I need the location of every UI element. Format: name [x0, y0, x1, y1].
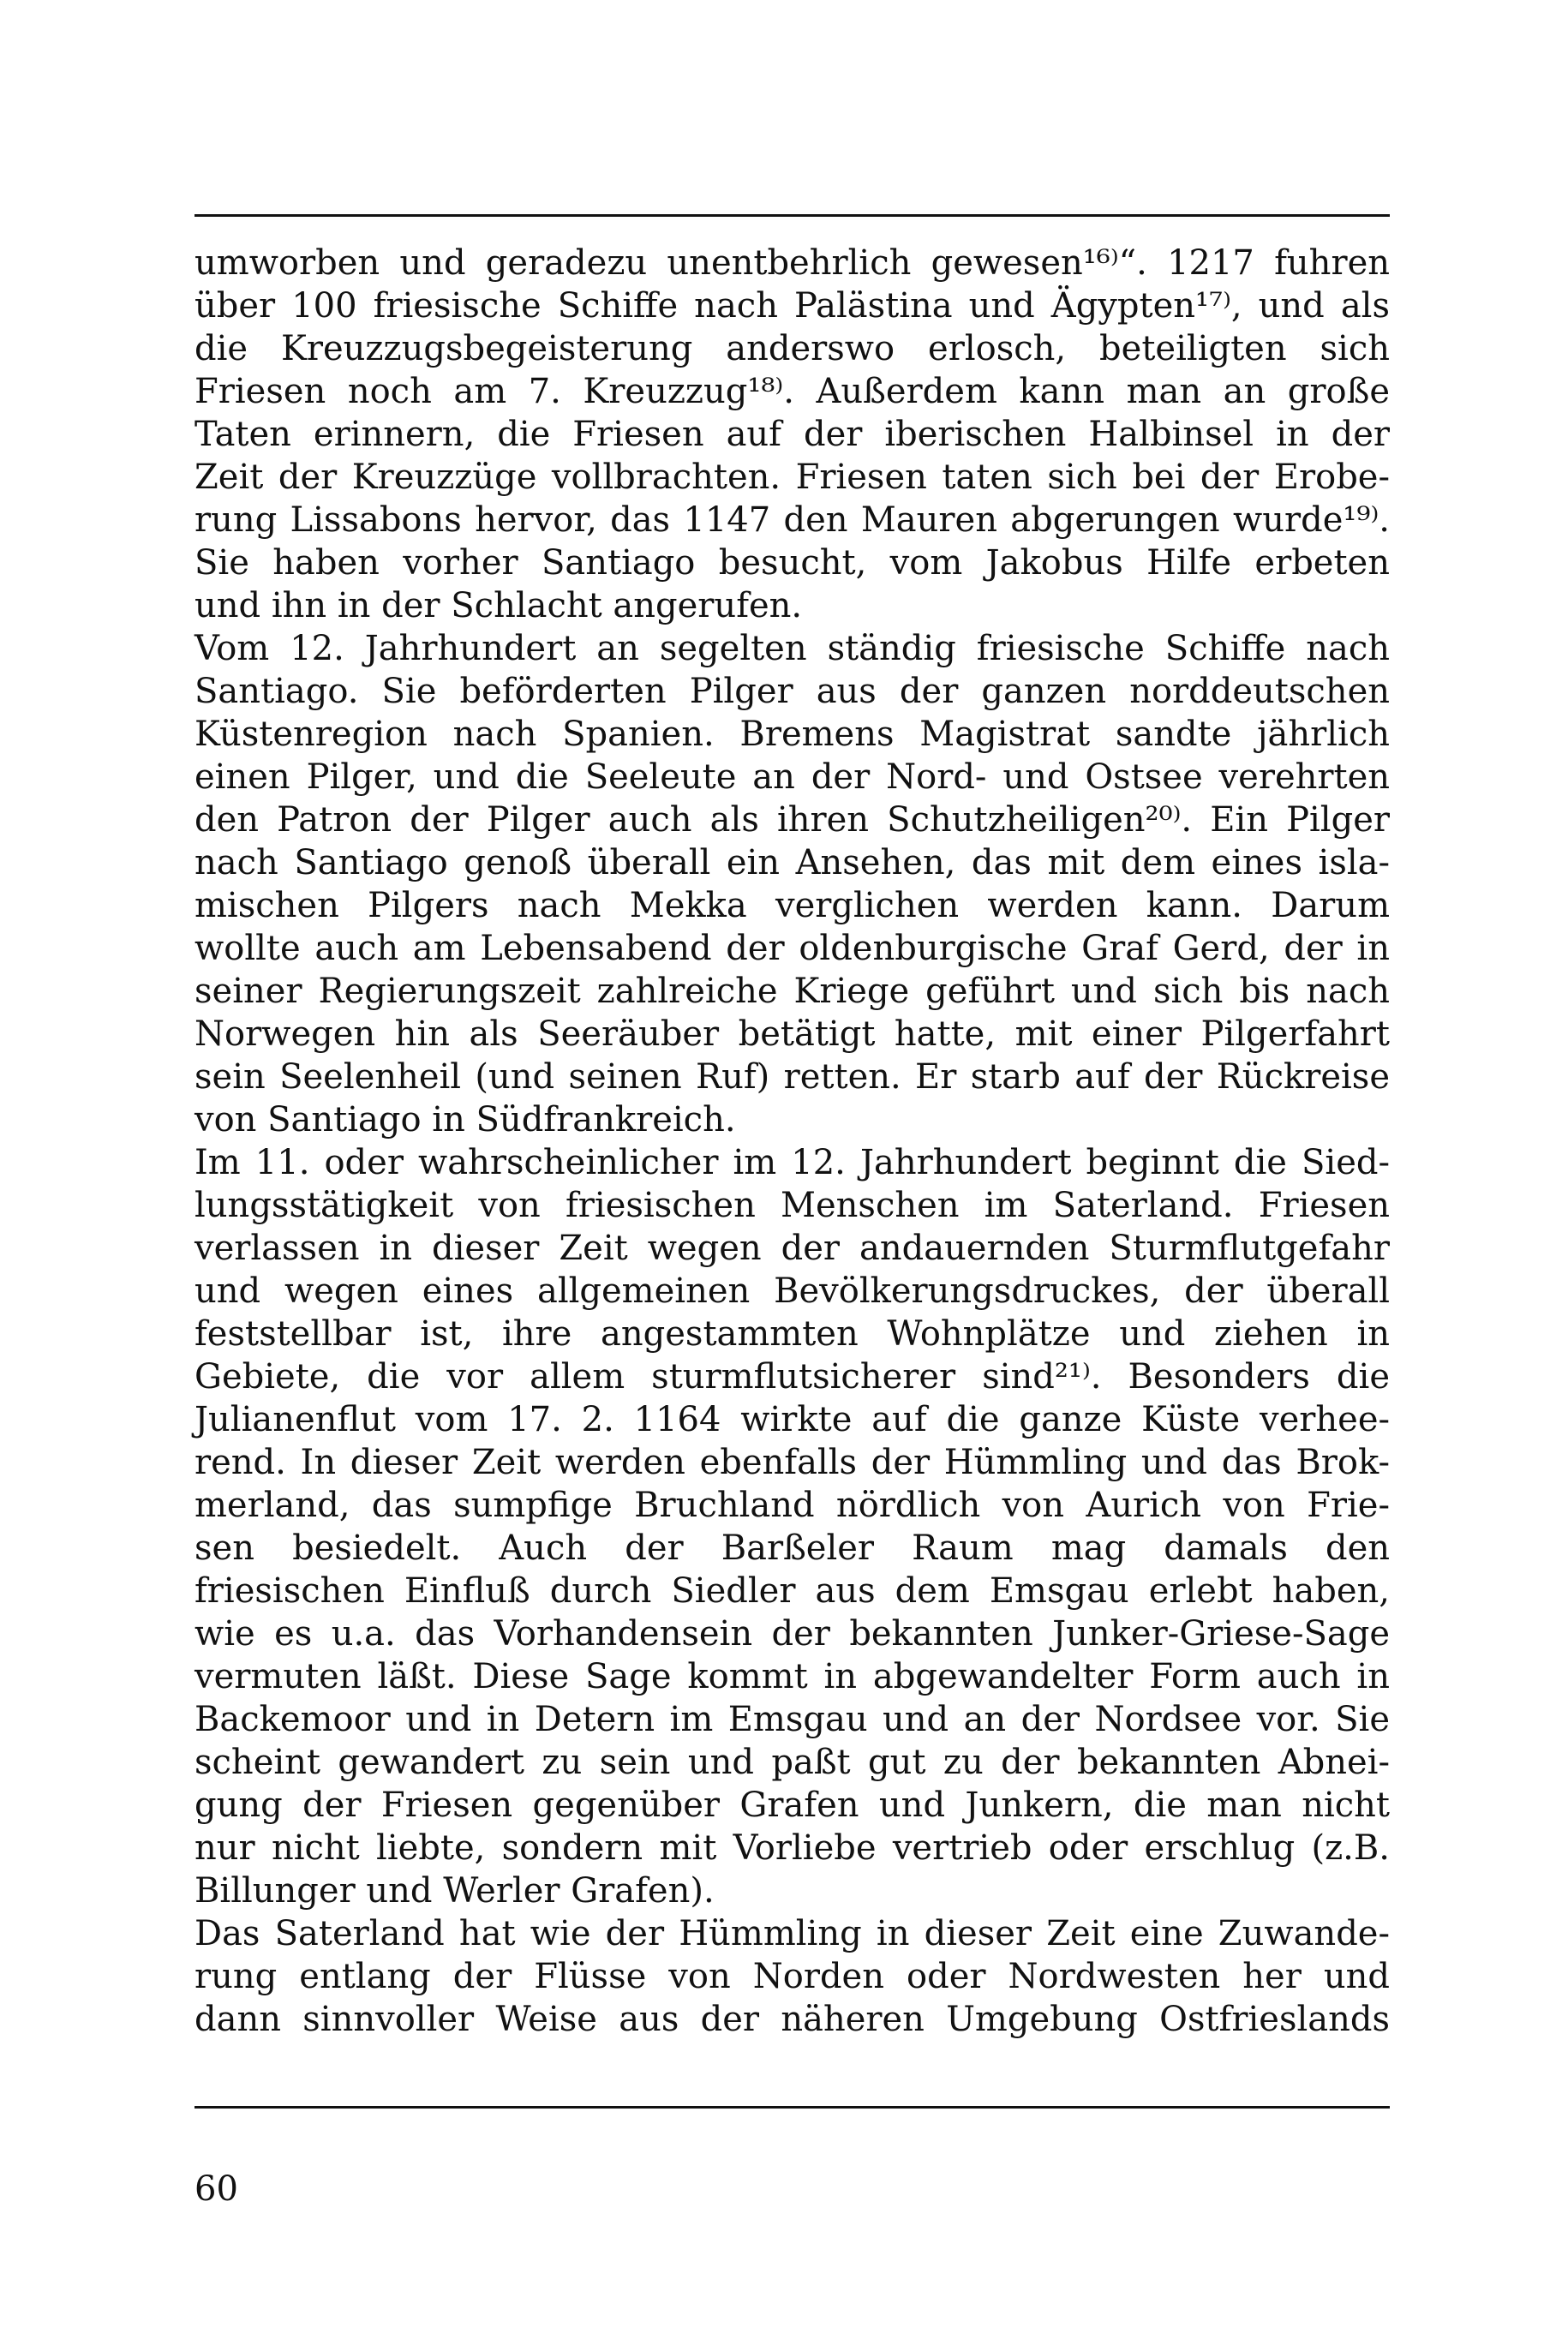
text-line: den Patron der Pilger auch als ihren Schutzheiligen²⁰⁾. Ein Pilger: [195, 800, 1390, 840]
text-line: scheint gewandert zu sein und paßt gut zu der bekannten Abnei-: [195, 1743, 1390, 1782]
top-rule: [195, 214, 1390, 217]
text-line: mischen Pilgers nach Mekka verglichen werden kann. Darum: [195, 886, 1390, 925]
text-line: Zeit der Kreuzzüge vollbrachten. Friesen taten sich bei der Erobe-: [195, 458, 1390, 497]
text-line: Julianenflut vom 17. 2. 1164 wirkte auf die ganze Küste verhee-: [195, 1400, 1390, 1439]
text-line: Küstenregion nach Spanien. Bremens Magistrat sandte jährlich: [195, 715, 1390, 754]
text-line: sein Seelenheil (und seinen Ruf) retten. Er starb auf der Rückreise: [195, 1057, 1390, 1097]
text-line: seiner Regierungszeit zahlreiche Kriege geführt und sich bis nach: [195, 972, 1390, 1011]
text-line: Im 11. oder wahrscheinlicher im 12. Jahrhundert beginnt die Sied-: [195, 1143, 1390, 1182]
text-line: Gebiete, die vor allem sturmflutsicherer sind²¹⁾. Besonders die: [195, 1357, 1390, 1397]
text-line: wie es u.a. das Vorhandensein der bekannten Junker-Griese-Sage: [195, 1614, 1390, 1654]
body-text: [195, 242, 1390, 2041]
text-line: wollte auch am Lebensabend der oldenburgische Graf Gerd, der in: [195, 929, 1390, 968]
text-line: und wegen eines allgemeinen Bevölkerungsdruckes, der überall: [195, 1271, 1390, 1311]
text-line: Norwegen hin als Seeräuber betätigt hatte, mit einer Pilgerfahrt: [195, 1014, 1390, 1054]
text-line: rung entlang der Flüsse von Norden oder Nordwesten her und: [195, 1957, 1390, 1996]
text-line: Sie haben vorher Santiago besucht, vom Jakobus Hilfe erbeten: [195, 543, 1390, 583]
text-line: Backemoor und in Detern im Emsgau und an der Nordsee vor. Sie: [195, 1700, 1390, 1739]
text-line: verlassen in dieser Zeit wegen der andauernden Sturmflutgefahr: [195, 1229, 1390, 1268]
text-line: Billunger und Werler Grafen).: [195, 1871, 715, 1911]
text-line: merland, das sumpfige Bruchland nördlich von Aurich von Frie-: [195, 1486, 1390, 1525]
text-line: die Kreuzzugsbegeisterung anderswo erlosch, beteiligten sich: [195, 329, 1390, 368]
text-line: Santiago. Sie beförderten Pilger aus der ganzen norddeutschen: [195, 672, 1390, 711]
text-line: einen Pilger, und die Seeleute an der Nord- und Ostsee verehrten: [195, 757, 1390, 797]
text-line: Das Saterland hat wie der Hümmling in dieser Zeit eine Zuwande-: [195, 1914, 1390, 1953]
text-line: gung der Friesen gegenüber Grafen und Junkern, die man nicht: [195, 1786, 1390, 1825]
text-line: Taten erinnern, die Friesen auf der iberischen Halbinsel in der: [195, 415, 1390, 454]
text-line: rend. In dieser Zeit werden ebenfalls der Hümmling und das Brok-: [195, 1443, 1390, 1482]
bottom-rule: [195, 2106, 1390, 2109]
text-line: und ihn in der Schlacht angerufen.: [195, 586, 803, 625]
text-line: dann sinnvoller Weise aus der näheren Umgebung Ostfrieslands: [195, 2000, 1390, 2039]
text-line: vermuten läßt. Diese Sage kommt in abgewandelter Form auch in: [195, 1657, 1390, 1696]
text-line: umworben und geradezu unentbehrlich gewesen¹⁶⁾“. 1217 fuhren: [195, 243, 1390, 283]
text-line: friesischen Einfluß durch Siedler aus dem Emsgau erlebt haben,: [195, 1571, 1390, 1611]
text-line: nur nicht liebte, sondern mit Vorliebe vertrieb oder erschlug (z.B.: [195, 1828, 1390, 1868]
text-line: Vom 12. Jahrhundert an segelten ständig friesische Schiffe nach: [195, 629, 1390, 668]
text-line: nach Santiago genoß überall ein Ansehen, das mit dem eines isla-: [195, 843, 1390, 882]
text-line: feststellbar ist, ihre angestammten Wohnplätze und ziehen in: [195, 1314, 1390, 1354]
text-line: über 100 friesische Schiffe nach Palästina und Ägypten¹⁷⁾, und als: [195, 286, 1390, 326]
text-line: lungsstätigkeit von friesischen Menschen im Saterland. Friesen: [195, 1186, 1390, 1225]
text-line: sen besiedelt. Auch der Barßeler Raum mag damals den: [195, 1528, 1390, 1568]
text-line: von Santiago in Südfrankreich.: [195, 1100, 736, 1140]
page-number: 60: [195, 2169, 238, 2209]
text-line: rung Lissabons hervor, das 1147 den Mauren abgerungen wurde¹⁹⁾.: [195, 500, 1390, 540]
text-line: Friesen noch am 7. Kreuzzug¹⁸⁾. Außerdem kann man an große: [195, 372, 1390, 411]
